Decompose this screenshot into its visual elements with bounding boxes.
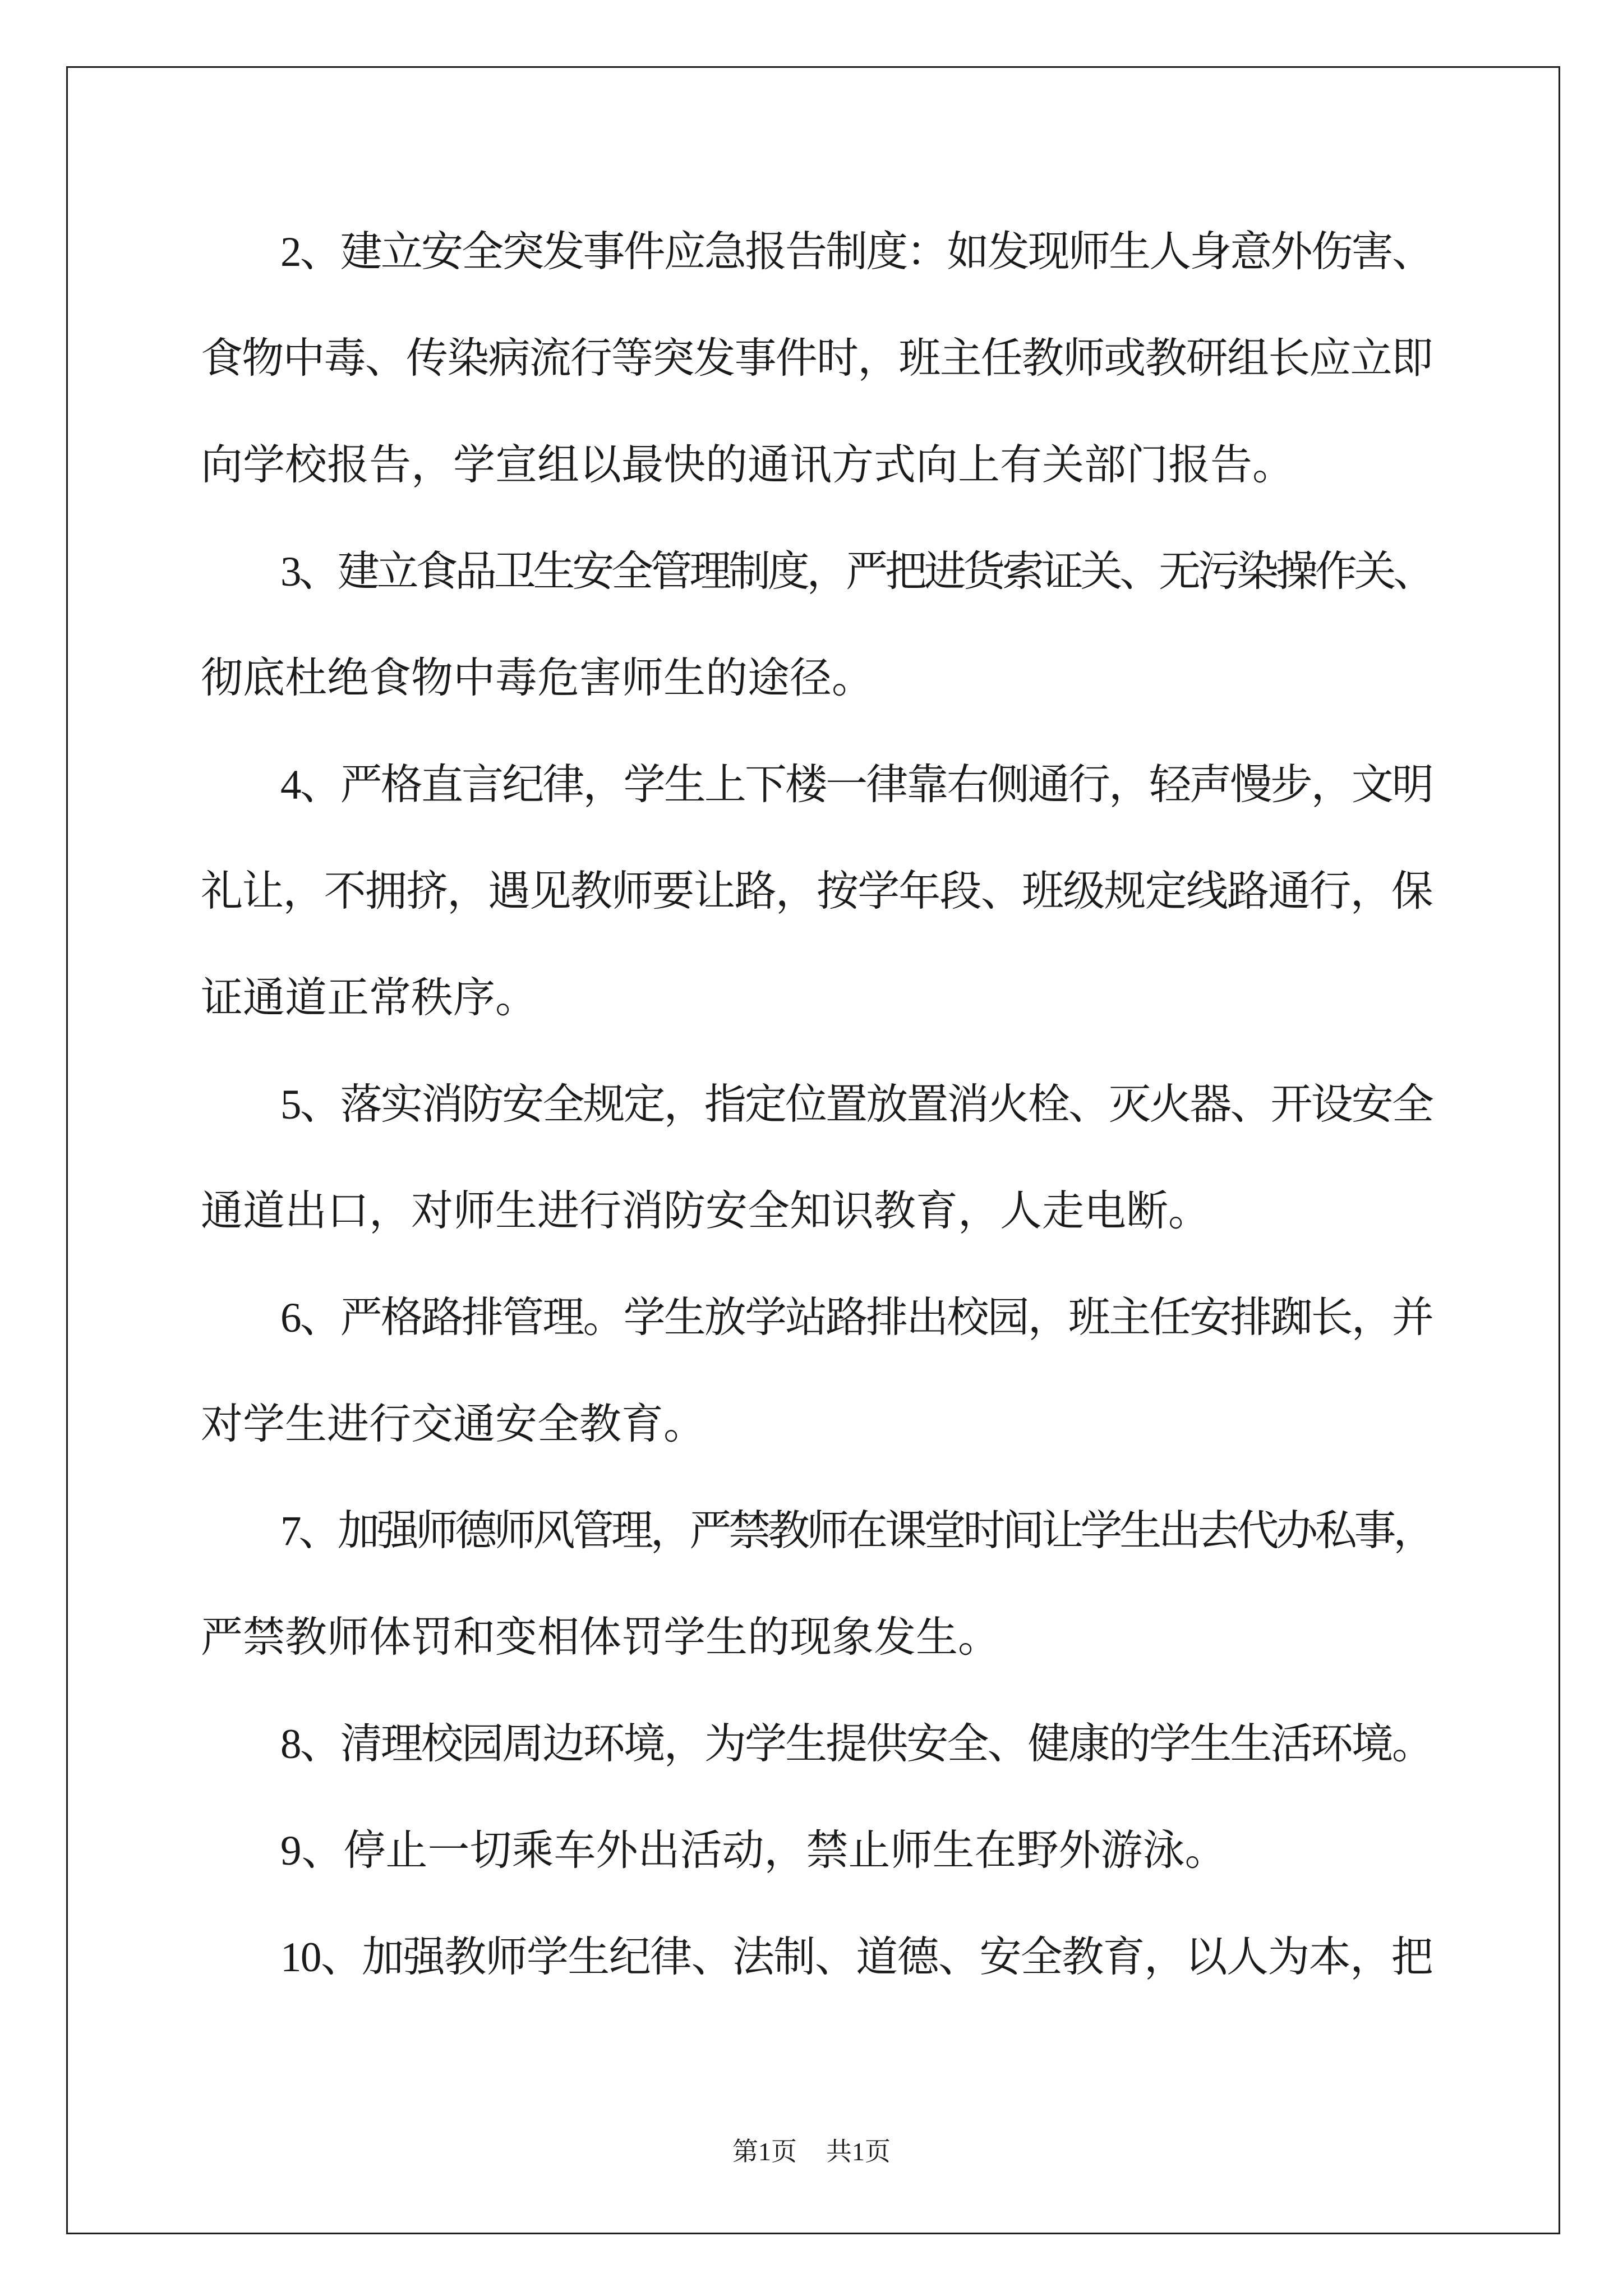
- paragraph: [201, 1904, 1432, 2011]
- page-total: 共1页: [826, 2137, 891, 2166]
- paragraph-line: 4、严格直言纪律，学生上下楼一律靠右侧通行，轻声慢步，文明: [280, 762, 1432, 808]
- paragraph-line: 向学校报告，学宣组以最快的通讯方式向上有关部门报告。: [201, 442, 1295, 489]
- paragraph-line: 7、加强师德师风管理，严禁教师在课堂时间让学生出去代办私事，: [280, 1508, 1432, 1554]
- document-body: [201, 199, 1432, 2011]
- paragraph: [201, 199, 1432, 519]
- page-number: 第1页: [732, 2137, 797, 2166]
- paragraph-line: 6、严格路排管理。学生放学站路排出校园，班主任安排踟长，并: [280, 1295, 1432, 1341]
- paragraph-line: 3、建立食品卫生安全管理制度，严把进货索证关、无污染操作关、: [280, 549, 1432, 595]
- paragraph-line: 5、落实消防安全规定，指定位置放置消火栓、灭火器、开设安全: [280, 1082, 1432, 1128]
- paragraph-line: 礼让，不拥挤，遇见教师要让路，按学年段、班级规定线路通行，保: [201, 868, 1432, 915]
- paragraph-line: 对学生进行交通安全教育。: [201, 1401, 706, 1448]
- paragraph-line: 通道出口，对师生进行消防安全知识教育，人走电断。: [201, 1188, 1211, 1235]
- paragraph-line: 2、建立安全突发事件应急报告制度：如发现师生人身意外伤害、: [280, 229, 1432, 275]
- paragraph-line: 8、清理校园周边环境，为学生提供安全、健康的学生生活环境。: [280, 1721, 1432, 1768]
- paragraph: [201, 519, 1432, 732]
- paragraph-line: 9、停止一切乘车外出活动，禁止师生在野外游泳。: [280, 1828, 1227, 1874]
- page-footer: [0, 2135, 1623, 2169]
- paragraph-line: 严禁教师体罚和变相体罚学生的现象发生。: [201, 1614, 1000, 1661]
- paragraph: [201, 1052, 1432, 1265]
- paragraph: [201, 732, 1432, 1052]
- paragraph: [201, 1478, 1432, 1691]
- paragraph-line: 彻底杜绝食物中毒危害师生的途径。: [201, 655, 874, 702]
- paragraph-line: 10、加强教师学生纪律、法制、道德、安全教育，以人为本，把: [280, 1934, 1432, 1981]
- paragraph-line: 证通道正常秩序。: [201, 975, 538, 1022]
- paragraph-line: 食物中毒、传染病流行等突发事件时，班主任教师或教研组长应立即: [201, 335, 1432, 382]
- paragraph: [201, 1691, 1432, 1798]
- paragraph: [201, 1798, 1432, 1904]
- paragraph: [201, 1265, 1432, 1478]
